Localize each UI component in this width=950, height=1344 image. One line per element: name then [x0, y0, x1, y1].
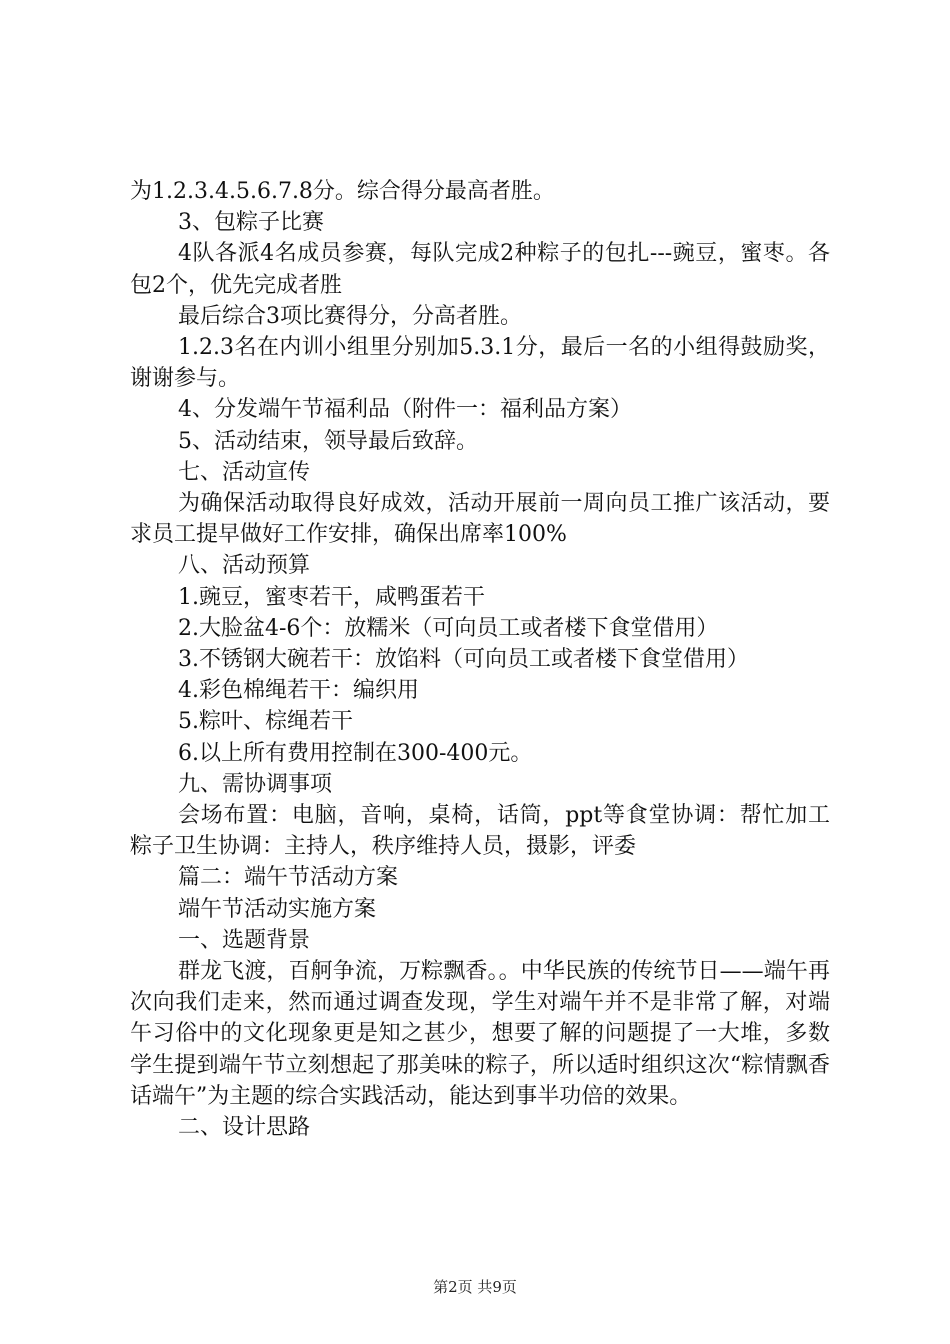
paragraph: 5.粽叶、棕绳若干: [178, 709, 353, 735]
paragraph: 为确保活动取得良好成效，活动开展前一周向员工推广该活动，要求员工提早做好工作安排，确保出席率100%: [130, 491, 830, 548]
paragraph: 4队各派4名成员参赛，每队完成2种粽子的包扎---豌豆，蜜枣。各包2个，优先完成者胜: [130, 241, 830, 298]
paragraph: 篇二：端午节活动方案: [178, 865, 399, 891]
paragraph: 一、选题背景: [178, 927, 311, 953]
paragraph: 二、设计思路: [178, 1115, 311, 1141]
paragraph: 1.豌豆，蜜枣若干，咸鸭蛋若干: [178, 584, 485, 610]
paragraph: 九、需协调事项: [178, 771, 333, 797]
paragraph: 为1.2.3.4.5.6.7.8分。综合得分最高者胜。: [130, 179, 555, 204]
paragraph: 群龙飞渡，百舸争流，万粽飘香。。中华民族的传统节日——端午再次向我们走来，然而通过调查发现，学生对端午并不是非常了解，对端午习俗中的文化现象更是知之甚少，想要了解的问题提了一大堆，多数学生提到端午节立刻想起了那美味的粽子，所以适时组织这次“粽情飘香话端午”为主题的综合实践活动，能达到事半功倍的效果。: [130, 959, 830, 1109]
paragraph: 5、活动结束，领导最后致辞。: [178, 428, 478, 454]
paragraph: 6.以上所有费用控制在300-400元。: [178, 740, 533, 766]
paragraph: 3、包粽子比赛: [178, 210, 324, 236]
paragraph: 3.不锈钢大碗若干：放馅料（可向员工或者楼下食堂借用）: [178, 647, 749, 673]
paragraph: 4、分发端午节福利品（附件一：福利品方案）: [178, 397, 632, 423]
document-body: [130, 176, 830, 1143]
paragraph: 端午节活动实施方案: [178, 896, 377, 922]
paragraph: 2.大脸盆4-6个：放糯米（可向员工或者楼下食堂借用）: [178, 615, 719, 641]
page-footer: 第2页 共9页: [433, 1278, 517, 1296]
paragraph: 4.彩色棉绳若干：编织用: [178, 678, 419, 704]
paragraph: 最后综合3项比赛得分，分高者胜。: [178, 303, 522, 329]
paragraph: 1.2.3名在内训小组里分别加5.3.1分，最后一名的小组得鼓励奖，谢谢参与。: [130, 335, 830, 392]
paragraph: 八、活动预算: [178, 553, 311, 579]
paragraph: 七、活动宣传: [178, 459, 311, 485]
paragraph: 会场布置：电脑，音响，桌椅，话筒，ppt等食堂协调：帮忙加工粽子卫生协调：主持人，秩序维持人员，摄影，评委: [130, 803, 830, 860]
